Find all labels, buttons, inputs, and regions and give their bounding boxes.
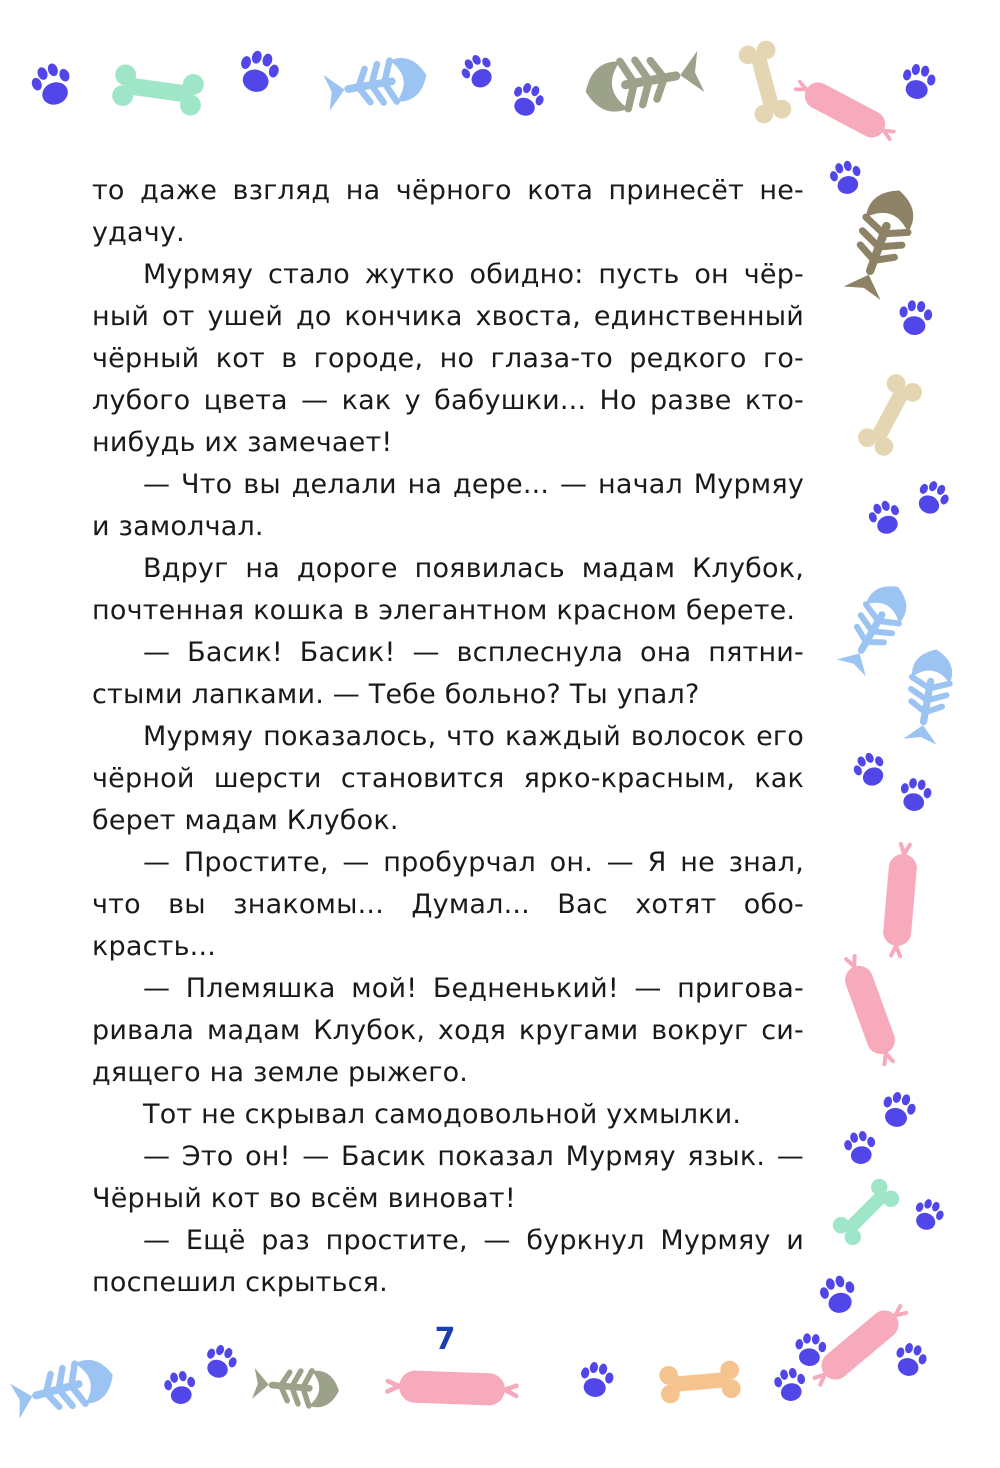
paw-print-icon — [577, 1360, 615, 1400]
text-line: Мурмяу показалось, что каждый волосок его — [143, 721, 804, 752]
paw-print-icon — [891, 1340, 929, 1379]
paw-print-icon — [507, 79, 547, 120]
text-line: стыми лапками. — Тебе больно? Ты упал? — [92, 679, 700, 710]
fish-skeleton-icon — [581, 47, 705, 117]
paw-print-icon — [897, 776, 933, 813]
text-line: красть... — [92, 931, 217, 962]
text-line: ривала мадам Клубок, ходя кругами вокруг си- — [92, 1015, 804, 1046]
text-line: почтенная кошка в элегантном красном берете. — [92, 595, 796, 626]
paw-print-icon — [910, 1196, 948, 1234]
fish-skeleton-icon — [840, 183, 921, 302]
sausage-icon — [387, 1370, 517, 1407]
paw-print-icon — [235, 47, 283, 96]
bone-icon — [737, 39, 794, 126]
paw-print-icon — [162, 1369, 198, 1406]
text-line: поспешил скрыться. — [92, 1267, 388, 1298]
bone-icon — [855, 371, 926, 459]
text-line: — Ещё раз простите, — буркнул Мурмяу и — [143, 1225, 804, 1256]
paw-print-icon — [849, 748, 891, 790]
text-line: удачу. — [92, 217, 185, 248]
fish-skeleton-icon — [252, 1365, 341, 1409]
paw-print-icon — [899, 62, 937, 102]
paw-print-icon — [912, 477, 954, 519]
bone-icon — [829, 1175, 902, 1248]
paw-print-icon — [817, 1273, 860, 1317]
text-line: — Что вы делали на дере... — начал Мурмяу — [143, 469, 804, 500]
text-line: — Племяшка мой! Бедненький! — пригова- — [143, 973, 804, 1004]
paw-print-icon — [200, 1341, 240, 1382]
text-line: — Это он! — Басик показал Мурмяу язык. — — [143, 1141, 804, 1172]
paw-print-icon — [878, 1089, 919, 1131]
text-line: и замолчал. — [92, 511, 264, 542]
bone-icon — [111, 63, 205, 117]
text-line: Мурмяу стало жутко обидно: пусть он чёр- — [143, 259, 804, 290]
text-line: — Простите, — пробурчал он. — Я не знал, — [143, 847, 804, 878]
fish-skeleton-icon — [9, 1354, 118, 1422]
paw-print-icon — [772, 1366, 808, 1403]
text-line: чёрной шерсти становится ярко-красным, как — [92, 763, 804, 794]
fish-skeleton-icon — [323, 54, 430, 114]
text-line: Чёрный кот во всём виноват! — [92, 1183, 516, 1214]
bone-icon — [659, 1360, 742, 1404]
fish-skeleton-icon — [834, 577, 915, 678]
text-line: что вы знакомы... Думал... Вас хотят обо- — [92, 889, 804, 920]
text-line: берет мадам Клубок. — [92, 805, 399, 836]
page-number: 7 — [434, 1322, 456, 1357]
paw-print-icon — [457, 50, 500, 93]
text-line: — Басик! Басик! — всплеснула она пятни- — [143, 637, 804, 668]
sausage-icon — [881, 843, 919, 957]
text-line: Тот не скрывал самодовольной ухмылки. — [143, 1099, 742, 1130]
text-line: чёрный кот в городе, но глаза-то редкого го- — [92, 343, 804, 374]
text-line: ный от ушей до кончика хвоста, единственный — [92, 301, 804, 332]
paw-print-icon — [898, 299, 934, 336]
paw-print-icon — [842, 1129, 878, 1166]
story-text — [92, 170, 804, 1304]
paw-print-icon — [27, 59, 77, 110]
text-line: дящего на земле рыжего. — [92, 1057, 469, 1088]
text-line: лубого цвета — как у бабушки... Но разве кто- — [92, 385, 804, 416]
paw-print-icon — [865, 497, 905, 538]
paw-print-icon — [827, 158, 865, 197]
sausage-icon — [838, 953, 903, 1068]
fish-skeleton-icon — [900, 646, 956, 745]
text-line: Вдруг на дороге появилась мадам Клубок, — [143, 553, 804, 584]
text-line: то даже взгляд на чёрного кота принесёт не- — [92, 175, 804, 206]
sausage-icon — [792, 73, 898, 146]
text-line: нибудь их замечает! — [92, 427, 393, 458]
